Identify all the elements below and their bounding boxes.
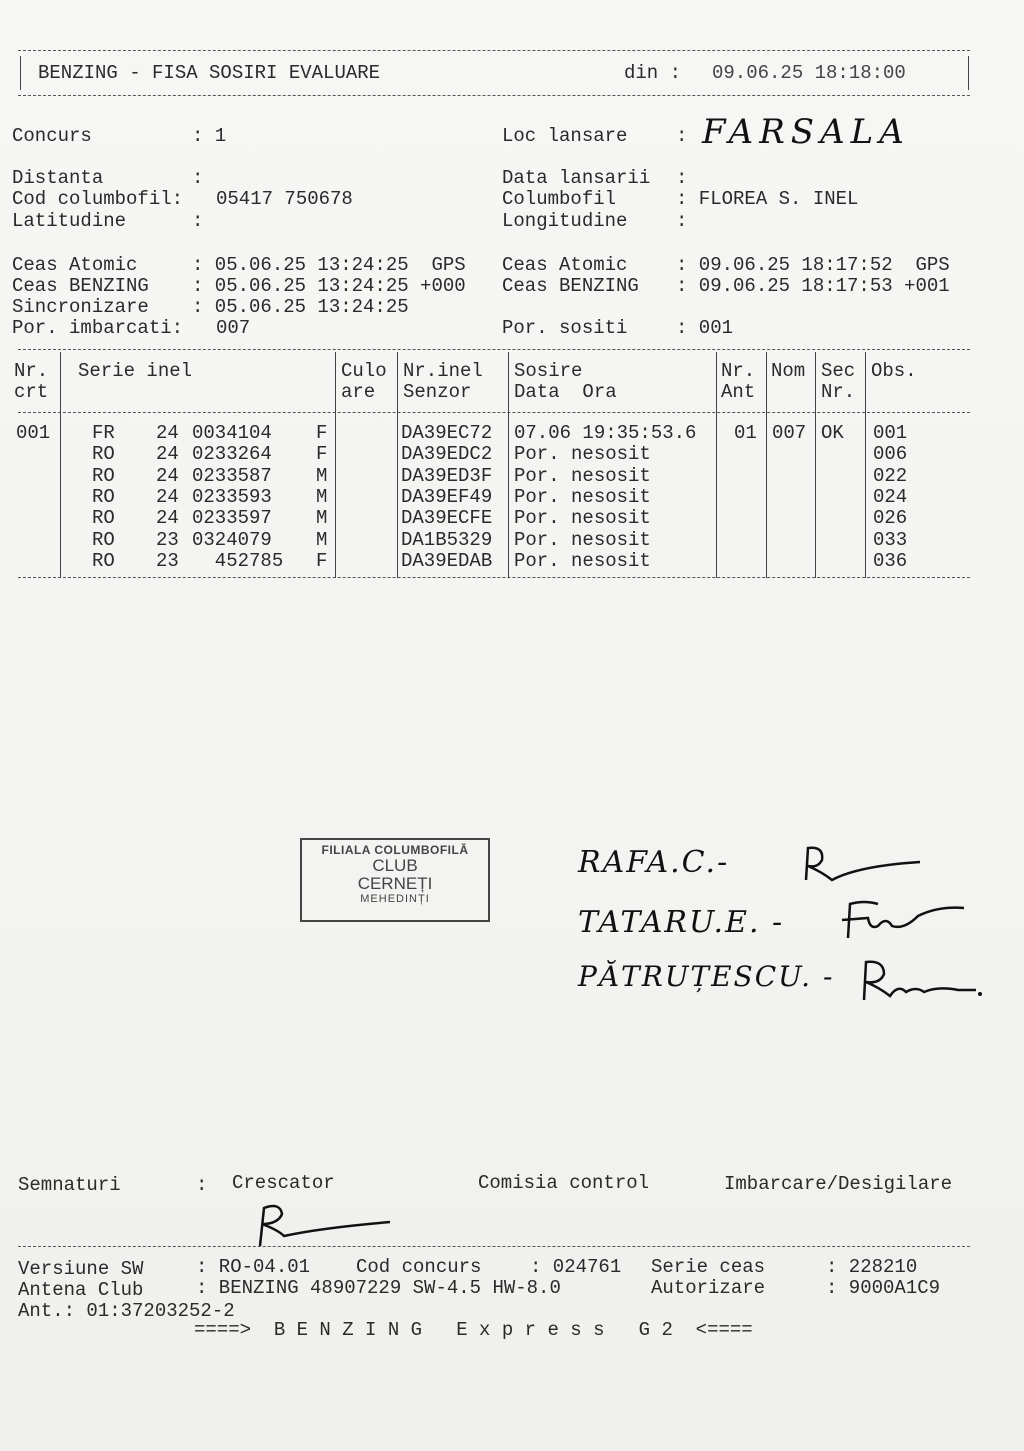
cell-sosire: Por. nesosit [514,443,651,466]
crescator-label: Crescator [232,1172,335,1194]
semnaturi-label: Semnaturi [18,1174,121,1196]
th-nr-ant-2: Ant [721,381,756,403]
th-sosire: Sosire [514,360,583,382]
serie-ceas-value: : 228210 [826,1256,918,1278]
th-sec-nr: Sec [821,360,856,382]
distanta-value: : [192,167,204,189]
th-nr-crt: Nr. [14,360,49,382]
concurs-value: : 1 [192,125,227,147]
stamp-line-3: CERNEȚI [357,874,433,893]
header-left-border [20,56,21,90]
cell-sex: F [316,443,328,466]
antena-club-label: Antena Club [18,1279,144,1301]
cell-senzor: DA39ECFE [401,507,493,530]
latitudine-value: : [192,210,204,232]
data-lansarii-label: Data lansarii [502,167,651,189]
cell-nr: 0233264 [192,443,272,466]
document-title: BENZING - FISA SOSIRI EVALUARE [38,62,381,84]
cell-senzor: DA39EDAB [401,549,493,572]
col-sep-6 [766,352,767,578]
cell-sosire: Por. nesosit [514,464,651,487]
data-lansarii-value: : [676,167,688,189]
cell-senzor: DA39EF49 [401,485,493,508]
ceas-benzing-start-label: Ceas BENZING [12,275,149,297]
cell-sex: F [316,422,328,444]
th-culoare-2: are [341,381,376,403]
cell-nr: 0233597 [192,507,272,530]
cell-sec: OK [821,422,844,444]
versiune-sw-value: : RO-04.01 [196,1256,311,1278]
cell-an: 24 [156,422,179,444]
cell-obs: 033 [873,528,908,551]
col-sep-8 [865,352,866,578]
cell-tara: RO [92,549,115,572]
cod-concurs-label: Cod concurs [356,1256,482,1278]
columbofil-value: : FLOREA S. INEL [676,188,859,210]
report-datetime: 09.06.25 18:18:00 [712,62,906,84]
cell-an: 23 [156,549,179,572]
header-top-border [18,50,970,51]
cell-nom: 007 [772,422,807,444]
signature-scribble-3 [858,956,986,1006]
cell-senzor: DA39EC72 [401,422,493,444]
por-imbarcati-label: Por. imbarcati: [12,317,184,339]
ceas-benzing-end-value: : 09.06.25 18:17:53 +001 [676,275,950,297]
stamp-line-2: CLUB [372,856,418,875]
loc-lansare-handwritten: FARSALA [702,112,910,152]
longitudine-label: Longitudine [502,210,628,232]
ceas-benzing-start-value: : 05.06.25 13:24:25 +000 [192,275,466,297]
th-sosire-2: Data Ora [514,381,617,403]
cod-columbofil-label: Cod columbofil: [12,188,184,210]
longitudine-value: : [676,210,688,232]
signature-scribble-1 [798,842,928,886]
stamp-line-1: FILIALA COLUMBOFILĂ [321,843,469,857]
cell-nr: 0233593 [192,485,272,508]
col-sep-5 [716,352,717,578]
cell-tara: FR [92,422,115,444]
columbofil-label: Columbofil [502,188,617,210]
versiune-sw-label: Versiune SW [18,1258,144,1280]
cell-obs: 026 [873,507,908,530]
club-stamp [300,838,490,922]
table-top-rule [18,349,970,350]
ceas-atomic-end-label: Ceas Atomic [502,254,628,276]
autorizare-value: : 9000A1C9 [826,1277,941,1299]
cell-tara: RO [92,443,115,466]
cod-concurs-value: : 024761 [530,1256,622,1278]
th-nr-crt-2: crt [14,381,49,403]
signature-scribble-2 [834,896,968,946]
autorizare-label: Autorizare [651,1277,766,1299]
cell-tara: RO [92,485,115,508]
por-sositi-label: Por. sositi [502,317,628,339]
nr-crt-value: 001 [16,422,51,444]
cell-senzor: DA39EDC2 [401,443,493,466]
cell-obs: 006 [873,443,908,466]
ceas-atomic-end-value: : 09.06.25 18:17:52 GPS [676,254,950,276]
comisia-control-label: Comisia control [478,1172,650,1194]
cell-an: 24 [156,485,179,508]
antena-club-value: : BENZING 48907229 SW-4.5 HW-8.0 [196,1277,561,1299]
header-bottom-border [18,95,970,96]
cell-obs: 036 [873,549,908,572]
cell-nr: 0034104 [192,422,272,444]
col-sep-3 [397,352,398,578]
sincronizare-label: Sincronizare [12,296,149,318]
th-obs: Obs. [871,360,917,382]
serie-ceas-label: Serie ceas [651,1256,766,1278]
handwritten-note-2: TATARU.E. - [578,905,785,940]
table-header-rule [18,412,970,413]
stamp-line-4: MEHEDINȚI [360,893,430,905]
cell-tara: RO [92,507,115,530]
col-sep-4 [508,352,509,578]
handwritten-note-3: PĂTRUȚESCU. - [578,960,835,993]
table-bottom-rule [18,577,970,578]
benzing-banner: ====> B E N Z I N G E x p r e s s G 2 <==== [194,1319,753,1341]
cell-nr-ant: 01 [734,422,757,444]
cell-an: 24 [156,443,179,466]
ceas-atomic-start-label: Ceas Atomic [12,254,138,276]
col-sep-1 [60,352,61,578]
cell-an: 23 [156,528,179,551]
footer-rule [18,1246,970,1247]
cell-an: 24 [156,507,179,530]
cell-senzor: DA39ED3F [401,464,493,487]
date-label: din : [624,62,682,84]
crescator-signature [250,1200,400,1250]
cell-senzor: DA1B5329 [401,528,493,551]
cell-sex: F [316,549,328,572]
cell-sosire: Por. nesosit [514,549,651,572]
th-nom: Nom [771,360,806,382]
cod-columbofil-value: 05417 750678 [216,188,353,210]
semnaturi-colon: : [196,1174,208,1196]
cell-sosire: Por. nesosit [514,528,651,551]
th-nr-inel-senzor: Nr.inel [403,360,483,382]
th-nr-inel-senzor-2: Senzor [403,381,472,403]
col-sep-2 [335,352,336,578]
cell-tara: RO [92,528,115,551]
loc-lansare-label: Loc lansare [502,125,628,147]
cell-sosire: 07.06 19:35:53.6 [514,422,697,444]
distanta-label: Distanta [12,167,104,189]
cell-sex: M [316,485,328,508]
header-right-border [968,56,969,90]
ceas-benzing-end-label: Ceas BENZING [502,275,639,297]
ceas-atomic-start-value: : 05.06.25 13:24:25 GPS [192,254,466,276]
cell-sex: M [316,507,328,530]
cell-sosire: Por. nesosit [514,485,651,508]
ant-line: Ant.: 01:37203252-2 [18,1300,235,1322]
handwritten-note-1: RAFA.C.- [578,845,730,880]
concurs-label: Concurs [12,125,92,147]
latitudine-label: Latitudine [12,210,127,232]
cell-obs: 024 [873,485,908,508]
th-nr-ant: Nr. [721,360,756,382]
cell-nr: 452785 [192,549,284,572]
cell-nr: 0324079 [192,528,272,551]
cell-tara: RO [92,464,115,487]
sincronizare-value: : 05.06.25 13:24:25 [192,296,409,318]
loc-lansare-colon: : [676,125,688,147]
th-culoare: Culo [341,360,387,382]
cell-nr: 0233587 [192,464,272,487]
imbarcare-desigilare-label: Imbarcare/Desigilare [724,1173,953,1195]
por-sositi-value: : 001 [676,317,734,339]
por-imbarcati-value: 007 [216,317,251,339]
cell-obs: 001 [873,422,908,444]
cell-an: 24 [156,464,179,487]
cell-obs: 022 [873,464,908,487]
cell-sex: M [316,528,328,551]
th-sec-nr-2: Nr. [821,381,856,403]
cell-sex: M [316,464,328,487]
col-sep-7 [815,352,816,578]
cell-sosire: Por. nesosit [514,507,651,530]
th-serie-inel: Serie inel [78,360,193,382]
